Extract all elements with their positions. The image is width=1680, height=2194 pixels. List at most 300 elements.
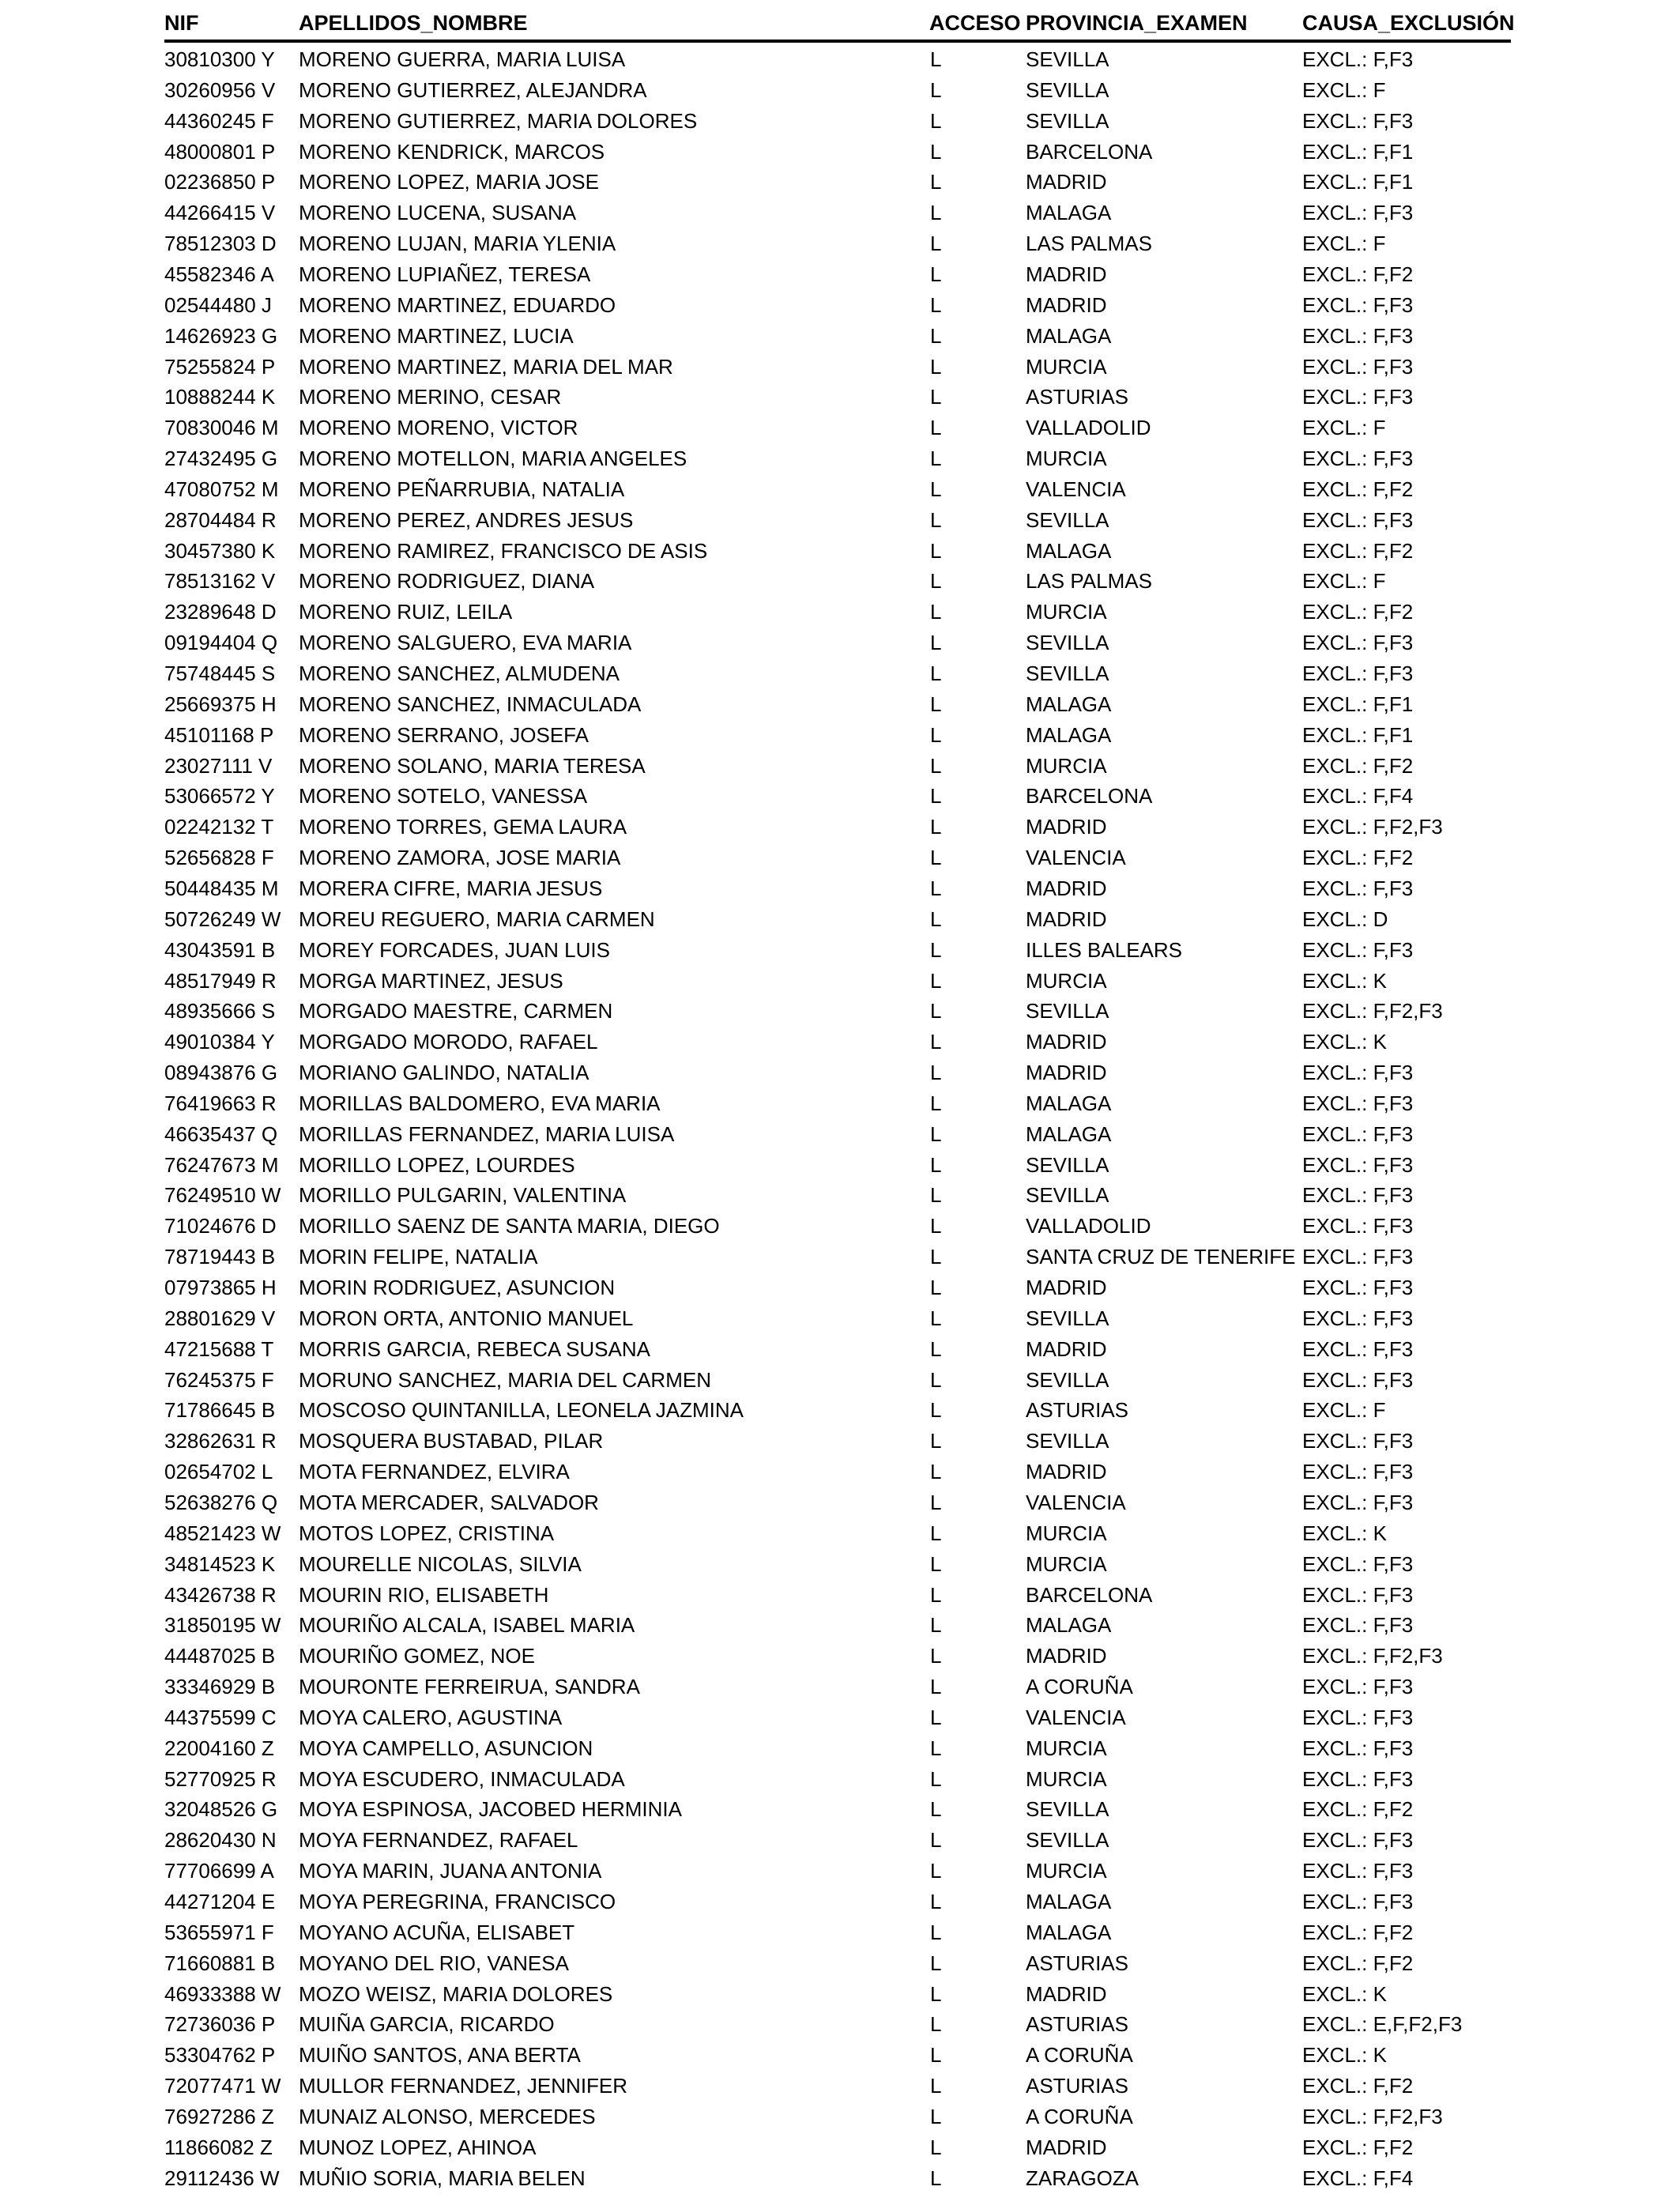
cell-apellidos-nombre: MORENO SALGUERO, EVA MARIA bbox=[299, 631, 632, 655]
cell-nif: 27432495 G bbox=[164, 447, 278, 471]
cell-apellidos-nombre: MORENO GUTIERREZ, ALEJANDRA bbox=[299, 77, 647, 102]
cell-nif: 30810300 Y bbox=[164, 47, 275, 71]
cell-causa-exclusion: EXCL.: F,F3 bbox=[1302, 507, 1414, 532]
table-row bbox=[164, 1580, 1511, 1611]
cell-apellidos-nombre: MOURONTE FERREIRUA, SANDRA bbox=[299, 1675, 640, 1699]
table-row bbox=[164, 1395, 1511, 1426]
cell-acceso: L bbox=[930, 2074, 942, 2098]
cell-apellidos-nombre: MUNAIZ ALONSO, MERCEDES bbox=[299, 2104, 596, 2128]
cell-apellidos-nombre: MOYANO ACUÑA, ELISABET bbox=[299, 1920, 575, 1944]
cell-nif: 72077471 W bbox=[164, 2074, 281, 2098]
cell-acceso: L bbox=[930, 1859, 942, 1883]
cell-apellidos-nombre: MORILLO SAENZ DE SANTA MARIA, DIEGO bbox=[299, 1214, 720, 1238]
cell-apellidos-nombre: MUNOZ LOPEZ, AHINOA bbox=[299, 2135, 537, 2159]
cell-apellidos-nombre: MORILLAS BALDOMERO, EVA MARIA bbox=[299, 1091, 661, 1115]
cell-acceso: L bbox=[930, 937, 942, 962]
cell-causa-exclusion: EXCL.: F,F3 bbox=[1302, 1460, 1414, 1484]
cell-acceso: L bbox=[930, 2135, 942, 2159]
cell-nif: 52656828 F bbox=[164, 846, 274, 870]
cell-causa-exclusion: EXCL.: F bbox=[1302, 569, 1386, 594]
cell-apellidos-nombre: MOYA FERNANDEZ, RAFAEL bbox=[299, 1828, 578, 1853]
cell-causa-exclusion: EXCL.: F,F3 bbox=[1302, 1582, 1414, 1607]
table-row bbox=[164, 2132, 1511, 2163]
table-row bbox=[164, 443, 1511, 474]
table-row bbox=[164, 628, 1511, 658]
cell-nif: 53655971 F bbox=[164, 1920, 274, 1944]
cell-causa-exclusion: EXCL.: F,F3 bbox=[1302, 1122, 1414, 1146]
cell-provincia-examen: SEVILLA bbox=[1026, 1306, 1109, 1330]
cell-nif: 45101168 P bbox=[164, 722, 274, 747]
cell-nif: 32048526 G bbox=[164, 1797, 278, 1822]
cell-provincia-examen: MADRID bbox=[1026, 1276, 1107, 1299]
table-row bbox=[164, 321, 1511, 352]
table-row bbox=[164, 137, 1511, 168]
cell-causa-exclusion: EXCL.: F,F3 bbox=[1302, 1214, 1414, 1238]
cell-apellidos-nombre: MORENO LOPEZ, MARIA JOSE bbox=[299, 170, 599, 194]
cell-acceso: L bbox=[930, 262, 942, 286]
cell-acceso: L bbox=[930, 907, 942, 931]
cell-provincia-examen: MURCIA bbox=[1026, 1551, 1107, 1576]
cell-acceso: L bbox=[930, 2043, 942, 2068]
header-acceso: ACCESO bbox=[929, 11, 1021, 35]
cell-acceso: L bbox=[930, 108, 942, 133]
cell-provincia-examen: MADRID bbox=[1026, 1644, 1107, 1668]
cell-causa-exclusion: EXCL.: F,F1 bbox=[1302, 139, 1414, 164]
cell-provincia-examen: MADRID bbox=[1026, 907, 1107, 931]
cell-causa-exclusion: EXCL.: K bbox=[1302, 2043, 1387, 2068]
cell-provincia-examen: MADRID bbox=[1026, 2135, 1107, 2159]
cell-provincia-examen: VALENCIA bbox=[1026, 1705, 1126, 1729]
table-row bbox=[164, 2040, 1511, 2071]
table-header bbox=[164, 8, 1515, 43]
table-row bbox=[164, 1887, 1511, 1917]
cell-causa-exclusion: EXCL.: F,F3 bbox=[1302, 447, 1414, 471]
cell-apellidos-nombre: MOTOS LOPEZ, CRISTINA bbox=[299, 1521, 555, 1545]
cell-apellidos-nombre: MULLOR FERNANDEZ, JENNIFER bbox=[299, 2074, 628, 2098]
cell-nif: 31850195 W bbox=[164, 1613, 281, 1638]
table-row bbox=[164, 1487, 1511, 1518]
cell-apellidos-nombre: MORENO SANCHEZ, INMACULADA bbox=[299, 692, 642, 716]
cell-causa-exclusion: EXCL.: F,F4 bbox=[1302, 784, 1414, 809]
cell-acceso: L bbox=[930, 201, 942, 225]
cell-apellidos-nombre: MOURELLE NICOLAS, SILVIA bbox=[299, 1551, 582, 1576]
cell-causa-exclusion: EXCL.: F,F3 bbox=[1302, 1490, 1414, 1514]
cell-nif: 29112436 W bbox=[164, 2166, 280, 2190]
cell-nif: 44271204 E bbox=[164, 1890, 276, 1913]
cell-provincia-examen: LAS PALMAS bbox=[1026, 569, 1152, 594]
table-row bbox=[164, 566, 1511, 597]
cell-acceso: L bbox=[930, 1890, 942, 1913]
cell-apellidos-nombre: MOSCOSO QUINTANILLA, LEONELA JAZMINA bbox=[299, 1398, 744, 1423]
cell-provincia-examen: MADRID bbox=[1026, 1061, 1107, 1085]
cell-causa-exclusion: EXCL.: F,F3 bbox=[1302, 1613, 1414, 1638]
cell-provincia-examen: MALAGA bbox=[1026, 1613, 1112, 1638]
cell-apellidos-nombre: MORENO MARTINEZ, EDUARDO bbox=[299, 292, 616, 317]
cell-acceso: L bbox=[930, 1429, 942, 1453]
table-row bbox=[164, 1211, 1511, 1242]
cell-nif: 75748445 S bbox=[164, 662, 276, 685]
table-row bbox=[164, 935, 1511, 966]
cell-nif: 52638276 Q bbox=[164, 1490, 278, 1514]
cell-apellidos-nombre: MORENO PEREZ, ANDRES JESUS bbox=[299, 507, 634, 532]
table-row bbox=[164, 2071, 1511, 2102]
cell-causa-exclusion: EXCL.: F,F4 bbox=[1302, 2166, 1414, 2190]
cell-causa-exclusion: EXCL.: F,F3 bbox=[1302, 1306, 1414, 1330]
cell-nif: 44360245 F bbox=[164, 108, 274, 133]
cell-acceso: L bbox=[930, 1245, 942, 1269]
cell-nif: 11866082 Z bbox=[164, 2135, 273, 2159]
cell-causa-exclusion: EXCL.: F,F3 bbox=[1302, 292, 1414, 317]
table-row bbox=[164, 382, 1511, 413]
cell-provincia-examen: SEVILLA bbox=[1026, 1183, 1109, 1208]
cell-acceso: L bbox=[930, 1981, 942, 2006]
table-row bbox=[164, 75, 1511, 106]
table-row bbox=[164, 720, 1511, 751]
cell-apellidos-nombre: MOREY FORCADES, JUAN LUIS bbox=[299, 937, 610, 962]
cell-causa-exclusion: EXCL.: K bbox=[1302, 1030, 1387, 1054]
cell-acceso: L bbox=[930, 753, 942, 778]
cell-nif: 76927286 Z bbox=[164, 2104, 274, 2128]
cell-acceso: L bbox=[930, 1122, 942, 1146]
table-row bbox=[164, 2009, 1511, 2040]
table-row bbox=[164, 413, 1511, 443]
cell-nif: 76249510 W bbox=[164, 1183, 281, 1208]
cell-acceso: L bbox=[930, 2166, 942, 2190]
cell-causa-exclusion: EXCL.: F,F3 bbox=[1302, 354, 1414, 379]
cell-apellidos-nombre: MORENO RODRIGUEZ, DIANA bbox=[299, 569, 595, 594]
cell-apellidos-nombre: MOURIÑO ALCALA, ISABEL MARIA bbox=[299, 1613, 635, 1638]
cell-nif: 28801629 V bbox=[164, 1306, 276, 1330]
table-row bbox=[164, 198, 1511, 228]
cell-provincia-examen: SEVILLA bbox=[1026, 1152, 1109, 1177]
cell-nif: 50448435 M bbox=[164, 876, 279, 900]
cell-provincia-examen: ILLES BALEARS bbox=[1026, 937, 1182, 962]
cell-acceso: L bbox=[930, 232, 942, 256]
table-row bbox=[164, 1764, 1511, 1795]
cell-provincia-examen: MURCIA bbox=[1026, 753, 1107, 778]
cell-nif: 28620430 N bbox=[164, 1828, 277, 1853]
cell-apellidos-nombre: MORGA MARTINEZ, JESUS bbox=[299, 968, 563, 993]
cell-acceso: L bbox=[930, 1061, 942, 1085]
header-causa-exclusion: CAUSA_EXCLUSIÓN bbox=[1302, 11, 1515, 35]
cell-acceso: L bbox=[930, 170, 942, 194]
cell-acceso: L bbox=[930, 569, 942, 594]
table-row bbox=[164, 996, 1511, 1027]
cell-nif: 02236850 P bbox=[164, 170, 276, 194]
table-row bbox=[164, 1856, 1511, 1887]
cell-nif: 02544480 J bbox=[164, 292, 272, 317]
cell-nif: 70830046 M bbox=[164, 416, 279, 440]
cell-apellidos-nombre: MORUNO SANCHEZ, MARIA DEL CARMEN bbox=[299, 1367, 711, 1392]
cell-provincia-examen: MURCIA bbox=[1026, 447, 1107, 471]
cell-provincia-examen: VALLADOLID bbox=[1026, 1214, 1151, 1238]
cell-acceso: L bbox=[930, 1766, 942, 1791]
cell-nif: 76245375 F bbox=[164, 1367, 274, 1392]
cell-provincia-examen: SEVILLA bbox=[1026, 1828, 1109, 1853]
cell-nif: 32862631 R bbox=[164, 1429, 277, 1453]
cell-provincia-examen: MURCIA bbox=[1026, 1521, 1107, 1545]
cell-acceso: L bbox=[930, 846, 942, 870]
cell-nif: 53066572 Y bbox=[164, 784, 275, 809]
cell-acceso: L bbox=[930, 477, 942, 501]
cell-provincia-examen: SEVILLA bbox=[1026, 47, 1109, 71]
cell-provincia-examen: ASTURIAS bbox=[1026, 385, 1129, 409]
cell-nif: 53304762 P bbox=[164, 2043, 276, 2068]
cell-acceso: L bbox=[930, 354, 942, 379]
cell-apellidos-nombre: MORILLO PULGARIN, VALENTINA bbox=[299, 1183, 627, 1208]
cell-nif: 45582346 A bbox=[164, 262, 274, 286]
cell-nif: 49010384 Y bbox=[164, 1030, 275, 1054]
cell-nif: 71786645 B bbox=[164, 1398, 276, 1423]
cell-acceso: L bbox=[930, 507, 942, 532]
cell-acceso: L bbox=[930, 1920, 942, 1944]
cell-provincia-examen: SEVILLA bbox=[1026, 1429, 1109, 1453]
cell-provincia-examen: MURCIA bbox=[1026, 1736, 1107, 1760]
cell-causa-exclusion: EXCL.: F,F2 bbox=[1302, 753, 1414, 778]
cell-provincia-examen: SEVILLA bbox=[1026, 1797, 1109, 1822]
table-row bbox=[164, 1303, 1511, 1334]
cell-apellidos-nombre: MORENO SOLANO, MARIA TERESA bbox=[299, 753, 646, 778]
table-row bbox=[164, 1610, 1511, 1641]
header-apellidos-nombre: APELLIDOS_NOMBRE bbox=[299, 11, 528, 35]
cell-nif: 23289648 D bbox=[164, 600, 277, 624]
cell-apellidos-nombre: MOYA CAMPELLO, ASUNCION bbox=[299, 1736, 593, 1760]
cell-apellidos-nombre: MORENO GUTIERREZ, MARIA DOLORES bbox=[299, 108, 698, 133]
cell-provincia-examen: VALENCIA bbox=[1026, 1490, 1126, 1514]
table-row bbox=[164, 904, 1511, 935]
cell-acceso: L bbox=[930, 784, 942, 809]
cell-provincia-examen: MALAGA bbox=[1026, 1091, 1112, 1115]
cell-nif: 07973865 H bbox=[164, 1276, 277, 1299]
cell-acceso: L bbox=[930, 1644, 942, 1668]
cell-acceso: L bbox=[930, 662, 942, 685]
cell-acceso: L bbox=[930, 1797, 942, 1822]
cell-apellidos-nombre: MORENO MOTELLON, MARIA ANGELES bbox=[299, 447, 687, 471]
cell-apellidos-nombre: MORENO SOTELO, VANESSA bbox=[299, 784, 588, 809]
cell-causa-exclusion: EXCL.: F,F2 bbox=[1302, 262, 1414, 286]
cell-apellidos-nombre: MORGADO MORODO, RAFAEL bbox=[299, 1030, 598, 1054]
cell-nif: 48521423 W bbox=[164, 1521, 281, 1545]
cell-apellidos-nombre: MORENO GUERRA, MARIA LUISA bbox=[299, 47, 626, 71]
cell-acceso: L bbox=[930, 1367, 942, 1392]
table-row bbox=[164, 44, 1511, 75]
table-row bbox=[164, 352, 1511, 383]
cell-acceso: L bbox=[930, 1736, 942, 1760]
table-row bbox=[164, 843, 1511, 873]
cell-causa-exclusion: EXCL.: K bbox=[1302, 1981, 1387, 2006]
cell-causa-exclusion: EXCL.: F,F3 bbox=[1302, 1276, 1414, 1299]
cell-nif: 30457380 K bbox=[164, 538, 276, 563]
cell-nif: 75255824 P bbox=[164, 354, 276, 379]
table-row bbox=[164, 1027, 1511, 1057]
cell-provincia-examen: ASTURIAS bbox=[1026, 1398, 1129, 1423]
cell-causa-exclusion: EXCL.: F,F2 bbox=[1302, 1797, 1414, 1822]
cell-causa-exclusion: EXCL.: F,F2,F3 bbox=[1302, 1644, 1443, 1668]
cell-nif: 44375599 C bbox=[164, 1705, 277, 1729]
cell-apellidos-nombre: MOYANO DEL RIO, VANESA bbox=[299, 1951, 569, 1975]
cell-nif: 76247673 M bbox=[164, 1152, 279, 1177]
cell-apellidos-nombre: MORENO PEÑARRUBIA, NATALIA bbox=[299, 477, 625, 501]
cell-nif: 08943876 G bbox=[164, 1061, 278, 1085]
cell-provincia-examen: A CORUÑA bbox=[1026, 1675, 1133, 1699]
cell-acceso: L bbox=[930, 1951, 942, 1975]
table-row bbox=[164, 2163, 1511, 2194]
cell-causa-exclusion: EXCL.: F,F3 bbox=[1302, 876, 1414, 900]
cell-apellidos-nombre: MORON ORTA, ANTONIO MANUEL bbox=[299, 1306, 634, 1330]
cell-nif: 23027111 V bbox=[164, 753, 273, 778]
cell-provincia-examen: MURCIA bbox=[1026, 1766, 1107, 1791]
cell-provincia-examen: MADRID bbox=[1026, 1981, 1107, 2006]
cell-nif: 50726249 W bbox=[164, 907, 281, 931]
table-row bbox=[164, 1242, 1511, 1272]
cell-causa-exclusion: EXCL.: F bbox=[1302, 416, 1386, 440]
cell-nif: 46933388 W bbox=[164, 1981, 281, 2006]
cell-provincia-examen: MADRID bbox=[1026, 262, 1107, 286]
cell-causa-exclusion: EXCL.: F,F3 bbox=[1302, 662, 1414, 685]
cell-acceso: L bbox=[930, 323, 942, 348]
cell-nif: 14626923 G bbox=[164, 323, 278, 348]
cell-acceso: L bbox=[930, 999, 942, 1023]
cell-causa-exclusion: EXCL.: F,F2,F3 bbox=[1302, 815, 1443, 839]
cell-causa-exclusion: EXCL.: F,F3 bbox=[1302, 1828, 1414, 1853]
table-row bbox=[164, 658, 1511, 689]
cell-provincia-examen: SEVILLA bbox=[1026, 999, 1109, 1023]
table-row bbox=[164, 536, 1511, 567]
cell-nif: 72736036 P bbox=[164, 2012, 276, 2037]
cell-nif: 76419663 R bbox=[164, 1091, 277, 1115]
table-row bbox=[164, 290, 1511, 321]
cell-acceso: L bbox=[930, 1276, 942, 1299]
cell-provincia-examen: BARCELONA bbox=[1026, 784, 1153, 809]
cell-apellidos-nombre: MUÑIO SORIA, MARIA BELEN bbox=[299, 2166, 586, 2190]
cell-apellidos-nombre: MORERA CIFRE, MARIA JESUS bbox=[299, 876, 603, 900]
cell-apellidos-nombre: MORIN RODRIGUEZ, ASUNCION bbox=[299, 1276, 616, 1299]
cell-apellidos-nombre: MUIÑA GARCIA, RICARDO bbox=[299, 2012, 555, 2037]
cell-apellidos-nombre: MOZO WEISZ, MARIA DOLORES bbox=[299, 1981, 613, 2006]
cell-nif: 78719443 B bbox=[164, 1245, 276, 1269]
cell-causa-exclusion: EXCL.: F bbox=[1302, 232, 1386, 256]
cell-causa-exclusion: EXCL.: F,F3 bbox=[1302, 1766, 1414, 1791]
table-row bbox=[164, 689, 1511, 720]
table-row bbox=[164, 1549, 1511, 1580]
cell-nif: 47215688 T bbox=[164, 1336, 274, 1361]
cell-acceso: L bbox=[930, 600, 942, 624]
cell-nif: 71660881 B bbox=[164, 1951, 276, 1975]
table-row bbox=[164, 1733, 1511, 1764]
table-row bbox=[164, 1457, 1511, 1487]
cell-nif: 46635437 Q bbox=[164, 1122, 278, 1146]
cell-causa-exclusion: EXCL.: F,F3 bbox=[1302, 1336, 1414, 1361]
cell-causa-exclusion: EXCL.: F,F2 bbox=[1302, 2135, 1414, 2159]
cell-nif: 43043591 B bbox=[164, 937, 276, 962]
cell-provincia-examen: MADRID bbox=[1026, 292, 1107, 317]
cell-apellidos-nombre: MORENO KENDRICK, MARCOS bbox=[299, 139, 605, 164]
cell-nif: 25669375 H bbox=[164, 692, 277, 716]
table-row bbox=[164, 474, 1511, 505]
cell-apellidos-nombre: MOURIN RIO, ELISABETH bbox=[299, 1582, 549, 1607]
cell-causa-exclusion: EXCL.: F,F3 bbox=[1302, 323, 1414, 348]
cell-causa-exclusion: EXCL.: F,F3 bbox=[1302, 1736, 1414, 1760]
cell-apellidos-nombre: MOREU REGUERO, MARIA CARMEN bbox=[299, 907, 655, 931]
cell-acceso: L bbox=[930, 77, 942, 102]
cell-nif: 30260956 V bbox=[164, 77, 276, 102]
cell-provincia-examen: MALAGA bbox=[1026, 1920, 1112, 1944]
cell-acceso: L bbox=[930, 968, 942, 993]
cell-causa-exclusion: EXCL.: E,F,F2,F3 bbox=[1302, 2012, 1463, 2037]
cell-provincia-examen: LAS PALMAS bbox=[1026, 232, 1152, 256]
table-row bbox=[164, 1272, 1511, 1303]
cell-provincia-examen: MADRID bbox=[1026, 876, 1107, 900]
cell-apellidos-nombre: MORENO RUIZ, LEILA bbox=[299, 600, 513, 624]
cell-nif: 44487025 B bbox=[164, 1644, 276, 1668]
header-nif: NIF bbox=[164, 11, 199, 35]
cell-causa-exclusion: EXCL.: F,F3 bbox=[1302, 1429, 1414, 1453]
cell-provincia-examen: VALENCIA bbox=[1026, 477, 1126, 501]
cell-nif: 48935666 S bbox=[164, 999, 276, 1023]
cell-provincia-examen: SEVILLA bbox=[1026, 662, 1109, 685]
cell-apellidos-nombre: MOTA FERNANDEZ, ELVIRA bbox=[299, 1460, 570, 1484]
cell-causa-exclusion: EXCL.: F,F3 bbox=[1302, 1705, 1414, 1729]
cell-acceso: L bbox=[930, 447, 942, 471]
cell-acceso: L bbox=[930, 1582, 942, 1607]
cell-nif: 77706699 A bbox=[164, 1859, 274, 1883]
table-row bbox=[164, 2102, 1511, 2132]
cell-causa-exclusion: EXCL.: F,F3 bbox=[1302, 1675, 1414, 1699]
table-row bbox=[164, 1518, 1511, 1549]
cell-provincia-examen: SEVILLA bbox=[1026, 1367, 1109, 1392]
table-row bbox=[164, 1948, 1511, 1979]
cell-apellidos-nombre: MORENO TORRES, GEMA LAURA bbox=[299, 815, 627, 839]
cell-acceso: L bbox=[930, 722, 942, 747]
cell-nif: 48517949 R bbox=[164, 968, 277, 993]
cell-apellidos-nombre: MORENO LUCENA, SUSANA bbox=[299, 201, 577, 225]
cell-nif: 44266415 V bbox=[164, 201, 276, 225]
cell-causa-exclusion: EXCL.: K bbox=[1302, 1521, 1387, 1545]
cell-provincia-examen: MURCIA bbox=[1026, 600, 1107, 624]
cell-causa-exclusion: EXCL.: F,F3 bbox=[1302, 1859, 1414, 1883]
cell-causa-exclusion: EXCL.: F,F3 bbox=[1302, 385, 1414, 409]
cell-apellidos-nombre: MORGADO MAESTRE, CARMEN bbox=[299, 999, 613, 1023]
cell-provincia-examen: MURCIA bbox=[1026, 968, 1107, 993]
cell-apellidos-nombre: MORILLAS FERNANDEZ, MARIA LUISA bbox=[299, 1122, 675, 1146]
cell-apellidos-nombre: MORENO MORENO, VICTOR bbox=[299, 416, 578, 440]
table-row bbox=[164, 1426, 1511, 1457]
table-row bbox=[164, 505, 1511, 536]
cell-acceso: L bbox=[930, 1675, 942, 1699]
cell-causa-exclusion: EXCL.: F,F3 bbox=[1302, 1551, 1414, 1576]
cell-apellidos-nombre: MORIN FELIPE, NATALIA bbox=[299, 1245, 538, 1269]
cell-acceso: L bbox=[930, 1030, 942, 1054]
cell-provincia-examen: SEVILLA bbox=[1026, 108, 1109, 133]
cell-causa-exclusion: EXCL.: F,F3 bbox=[1302, 1091, 1414, 1115]
cell-apellidos-nombre: MOYA ESCUDERO, INMACULADA bbox=[299, 1766, 625, 1791]
cell-causa-exclusion: EXCL.: F,F3 bbox=[1302, 1183, 1414, 1208]
cell-acceso: L bbox=[930, 292, 942, 317]
table-row bbox=[164, 1979, 1511, 2010]
cell-provincia-examen: MALAGA bbox=[1026, 201, 1112, 225]
cell-acceso: L bbox=[930, 47, 942, 71]
cell-causa-exclusion: EXCL.: F,F2 bbox=[1302, 600, 1414, 624]
cell-acceso: L bbox=[930, 815, 942, 839]
cell-provincia-examen: MALAGA bbox=[1026, 1122, 1112, 1146]
cell-nif: 33346929 B bbox=[164, 1675, 276, 1699]
cell-provincia-examen: ASTURIAS bbox=[1026, 1951, 1129, 1975]
cell-causa-exclusion: EXCL.: D bbox=[1302, 907, 1388, 931]
table-row bbox=[164, 1119, 1511, 1150]
cell-causa-exclusion: EXCL.: F bbox=[1302, 77, 1386, 102]
cell-nif: 71024676 D bbox=[164, 1214, 277, 1238]
cell-causa-exclusion: EXCL.: F,F2,F3 bbox=[1302, 2104, 1443, 2128]
